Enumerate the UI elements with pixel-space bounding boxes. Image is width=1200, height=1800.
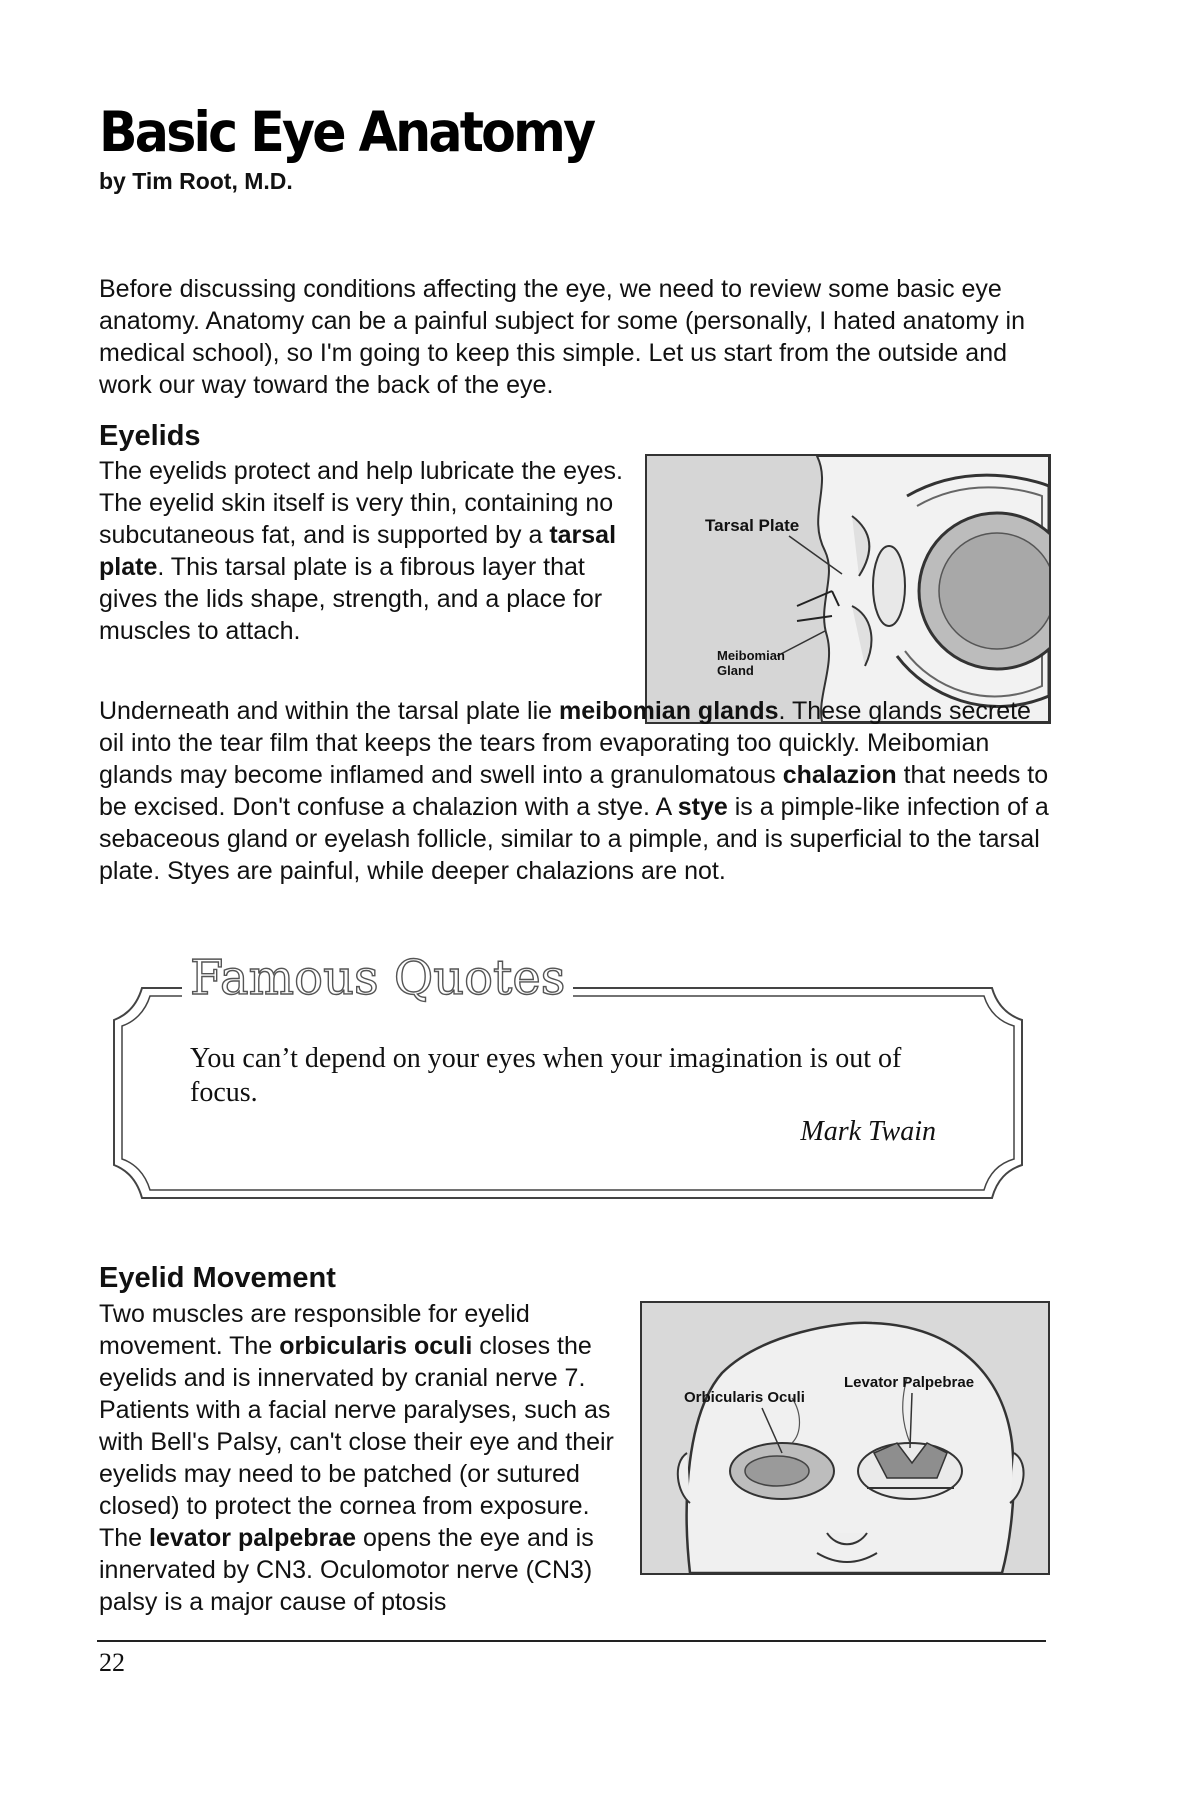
- movement-text-b: closes the eyelids and is innervated by cranial nerve 7. Patients with a facial nerve paralyses, such as with Bell's Palsy, can't close their eye and their eyelids may need to be patched (or sutured closed) to protect the cornea from exposure. The: [99, 1332, 614, 1552]
- eyelids-heading: Eyelids: [99, 420, 201, 452]
- eyelids-p2-text-b: . These glands secrete oil into the tear film that keeps the tears from evaporating too quickly. Meibomian glands may become inflamed and swell into a granulomatous: [99, 697, 1031, 789]
- famous-quotes-box: [112, 950, 1026, 1222]
- author-byline: by Tim Root, M.D.: [99, 168, 293, 194]
- intro-paragraph: Before discussing conditions affecting the eye, we need to review some basic eye anatomy. Anatomy can be a painful subject for some (personally, I hated anatomy in medical school), so I'm going to keep this simple. Let us start from the outside and work our way toward the back of the eye.: [99, 275, 1025, 399]
- eyelid-movement-heading: Eyelid Movement: [99, 1262, 336, 1294]
- eyelid-cross-section-illustration: [647, 456, 1049, 722]
- eyelids-p2-text-c: that needs to be excised. Don't confuse a chalazion with a stye. A: [99, 761, 1049, 821]
- movement-text-c: opens the eye and is innervated by CN3. Oculomotor nerve (CN3) palsy is a major cause of ptosis: [99, 1524, 594, 1616]
- term-chalazion: chalazion: [782, 761, 897, 789]
- term-stye: stye: [677, 793, 728, 821]
- term-tarsal-plate: tarsal plate: [99, 521, 617, 581]
- label-meibomian-line2: Gland: [717, 663, 754, 678]
- term-orbicularis-oculi: orbicularis oculi: [279, 1332, 473, 1360]
- label-tarsal-plate: Tarsal Plate: [705, 516, 800, 535]
- footer-rule: [97, 1640, 1046, 1642]
- eyelids-paragraph-2: [99, 695, 1049, 887]
- famous-quotes-label: Famous Quotes: [182, 950, 573, 1006]
- eyelids-p2-text-a: Underneath and within the tarsal plate lie: [99, 697, 560, 725]
- eyelid-cross-section-figure: [645, 454, 1051, 724]
- label-levator-palpebrae: Levator Palpebrae: [844, 1374, 975, 1391]
- term-meibomian-glands: meibomian glands: [559, 697, 779, 725]
- label-orbicularis-oculi: Orbicularis Oculi: [684, 1389, 805, 1406]
- movement-text-a: Two muscles are responsible for eyelid movement. The: [99, 1300, 530, 1360]
- eyelids-p2-text-d: is a pimple-like infection of a sebaceous gland or eyelash follicle, similar to a pimple, and is superficial to the tarsal plate. Styes are painful, while deeper chalazions are not.: [99, 793, 1049, 885]
- quote-text: You can’t depend on your eyes when your imagination is out of focus.: [190, 1043, 902, 1108]
- page-title: Basic Eye Anatomy: [99, 100, 594, 164]
- face-muscles-figure: [640, 1301, 1050, 1575]
- label-meibomian-line1: Meibomian: [717, 648, 785, 663]
- term-levator-palpebrae: levator palpebrae: [149, 1524, 357, 1552]
- quote-author: Mark Twain: [800, 1116, 936, 1147]
- eyelids-p1-text-a: The eyelids protect and help lubricate the eyes. The eyelid skin itself is very thin, containing no subcutaneous fat, and is supported by a: [99, 457, 623, 549]
- page-number: 22: [99, 1648, 125, 1677]
- eyelids-p1-text-b: . This tarsal plate is a fibrous layer that gives the lids shape, strength, and a place for muscles to attach.: [99, 553, 603, 645]
- eyelids-paragraph-1: [99, 455, 624, 647]
- face-muscles-illustration: [642, 1303, 1048, 1573]
